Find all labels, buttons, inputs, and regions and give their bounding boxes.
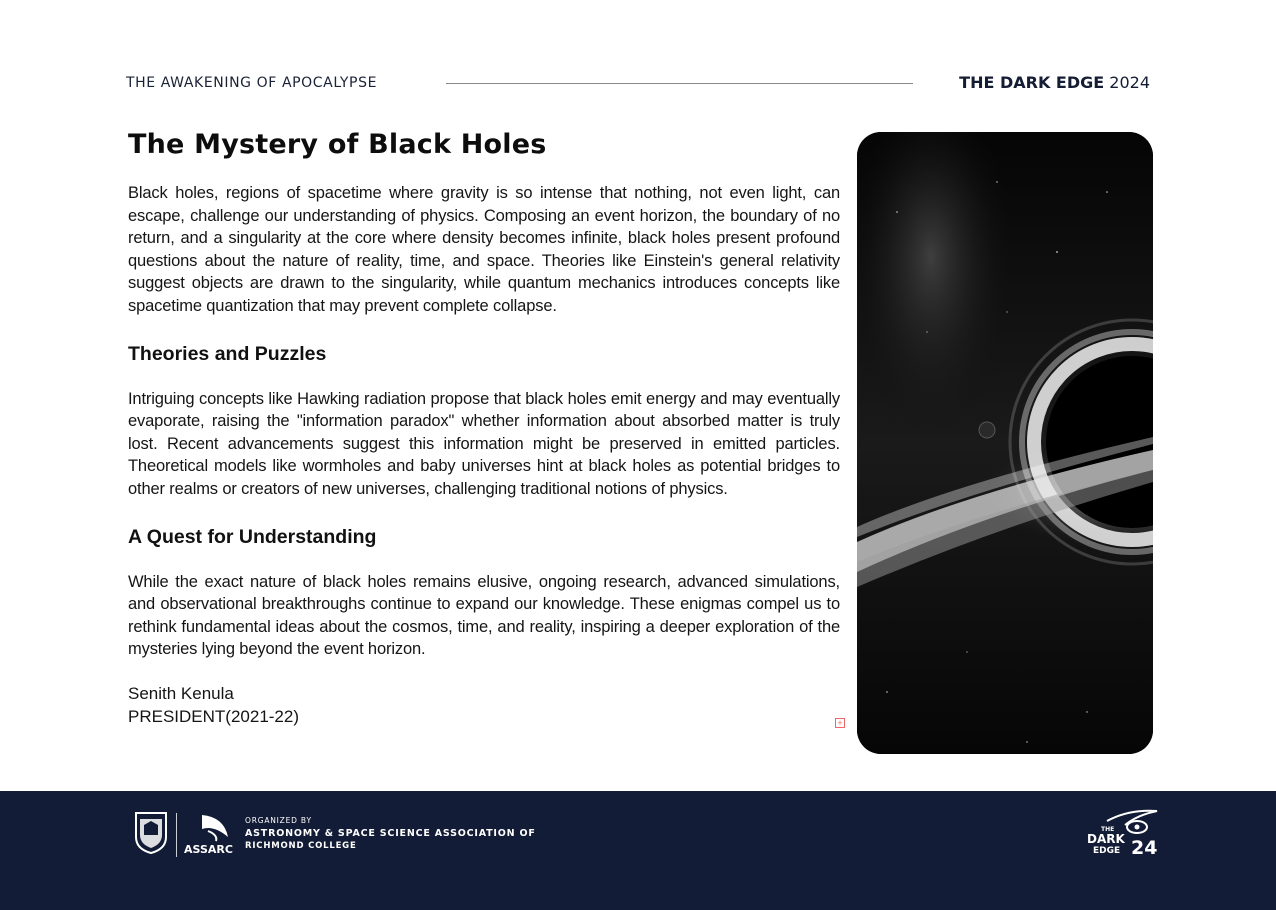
header-subtitle: THE AWAKENING OF APOCALYPSE <box>126 75 378 91</box>
article-body <box>128 128 840 728</box>
organizer-name-line-1: ASTRONOMY & SPACE SCIENCE ASSOCIATION OF <box>245 828 536 839</box>
header-brand <box>959 73 1150 92</box>
brand-logo-the: THE <box>1101 826 1115 833</box>
dark-edge-24-logo <box>1085 807 1161 859</box>
article-paragraph-2: Intriguing concepts like Hawking radiation propose that black holes emit energy and may eventually evaporate, raising the "information paradox" whether information about absorbed matter is truly lost. Recent advancements suggest this information might be preserved in emitted particles. Theoretical models like wormholes and baby universes hint at black holes as potential bridges to other realms or creators of new universes, challenging traditional notions of physics. <box>128 389 840 498</box>
header-divider <box>446 83 913 84</box>
page-header <box>126 72 1150 96</box>
assarc-logo-text: ASSARC <box>184 843 233 856</box>
expand-marker-icon[interactable]: + <box>835 718 845 728</box>
logo-divider <box>176 813 177 857</box>
author-signature <box>128 683 840 728</box>
college-crest-icon <box>134 811 168 855</box>
assarc-logo <box>184 811 242 857</box>
black-hole-image <box>857 132 1153 754</box>
header-brand-name: THE DARK EDGE <box>959 73 1105 92</box>
subheading-quest: A Quest for Understanding <box>128 525 377 548</box>
author-role: PRESIDENT(2021-22) <box>128 706 300 726</box>
article-paragraph-1: Black holes, regions of spacetime where gravity is so intense that nothing, not even light, can escape, challenge our understanding of physics. Composing an event horizon, the boundary of no return, and a singularity at the core where density becomes infinite, black holes present profound questions about the nature of reality, time, and space. Theories like Einstein's general relativity suggest objects are drawn to the singularity, while quantum mechanics introduces concepts like spacetime quantization that may prevent complete collapse. <box>128 184 840 315</box>
black-hole-illustration-icon <box>857 132 1153 754</box>
article-paragraph-3: While the exact nature of black holes remains elusive, ongoing research, advanced simulations, and observational breakthroughs continue to expand our knowledge. These enigmas compel us to rethink fundamental ideas about the cosmos, time, and reality, inspiring a deeper exploration of the mysteries lying beyond the event horizon. <box>128 572 840 659</box>
brand-logo-edge: EDGE <box>1093 846 1121 856</box>
organizer-name-line-2: RICHMOND COLLEGE <box>245 841 357 851</box>
organized-by-label: ORGANIZED BY <box>245 816 312 825</box>
author-name: Senith Kenula <box>128 683 234 703</box>
subheading-theories: Theories and Puzzles <box>128 342 327 365</box>
brand-logo-24: 24 <box>1131 837 1158 859</box>
article-title: The Mystery of Black Holes <box>128 129 547 160</box>
brand-logo-dark: DARK <box>1087 832 1125 846</box>
header-brand-year: 2024 <box>1109 73 1150 92</box>
page-footer <box>0 791 1276 910</box>
